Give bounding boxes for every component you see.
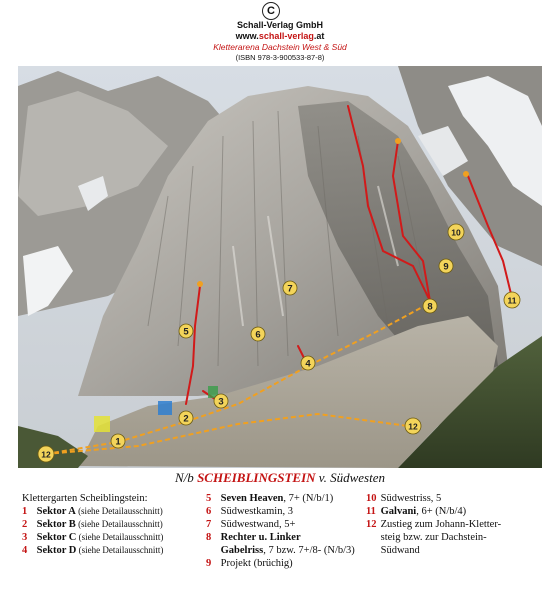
legend-item-route: [206, 518, 355, 531]
legend-item-route: [366, 544, 501, 557]
route-marker-9: [439, 259, 453, 273]
legend-item-sector: [22, 518, 163, 531]
legend-item-desc: steig bzw. zur Dachstein-: [380, 532, 487, 543]
legend-item-number: 1: [22, 506, 28, 517]
legend-item-number: 11: [366, 506, 376, 517]
legend-item-desc: Südwestwand, 5+: [220, 519, 296, 530]
route-marker-3: [214, 394, 228, 408]
legend-item-number: 3: [22, 532, 28, 543]
caption-prefix: N/b: [175, 470, 194, 485]
legend-item-route: [366, 531, 501, 544]
route-marker-1: [111, 434, 125, 448]
legend-item-desc: Zustieg zum Johann-Kletter-: [380, 519, 502, 530]
route-marker-label: 7: [287, 283, 293, 295]
legend-item-name: Sektor C: [36, 532, 77, 543]
legend-item-note: (siehe Detailausschnitt): [75, 506, 163, 516]
legend-item-desc: Projekt (brüchig): [220, 558, 293, 569]
route-marker-label: 4: [305, 358, 311, 370]
legend-item-note: (siehe Detailausschnitt): [76, 532, 164, 542]
legend-heading: Klettergarten Scheiblingstein:: [22, 493, 148, 504]
route-marker-label: 11: [507, 295, 517, 306]
legend-item-number: 7: [206, 519, 212, 530]
legend-item-name: Gabelriss: [220, 545, 264, 556]
legend-item-number: 10: [366, 493, 377, 504]
route-markers: [18, 66, 542, 468]
route-marker-8: [423, 299, 437, 313]
legend-item-number: 8: [206, 532, 212, 543]
legend-item-desc: , 6+ (N/b/4): [416, 506, 467, 517]
legend-item-number: 6: [206, 506, 212, 517]
legend-item-note: (siehe Detailausschnitt): [75, 519, 163, 529]
legend-col-routes-right: [366, 492, 501, 557]
route-marker-label: 10: [451, 227, 461, 238]
route-marker-2: [179, 411, 193, 425]
legend-item-route: [206, 492, 355, 505]
legend-item-route: [206, 544, 355, 557]
legend-item-number: 9: [206, 558, 212, 569]
route-marker-12: [405, 418, 421, 434]
legend-item-name: Galvani: [380, 506, 417, 517]
legend-item-note: (siehe Detailausschnitt): [76, 545, 164, 555]
website-suffix: .at: [313, 31, 325, 41]
legend-item-route: [206, 531, 355, 544]
legend-item-name: Sektor B: [36, 519, 76, 530]
topo-caption: [0, 470, 560, 486]
route-marker-5: [179, 324, 193, 338]
legend-item-desc: Südwestkamin, 3: [220, 506, 293, 517]
legend-item-number: 12: [366, 519, 377, 530]
legend-col-routes: [206, 492, 355, 570]
legend-item-desc: , 7 bzw. 7+/8- (N/b/3): [263, 545, 355, 556]
legend-item-sector: [22, 505, 163, 518]
route-marker-label: 12: [41, 449, 51, 460]
caption-suffix: v. Südwesten: [318, 470, 385, 485]
route-marker-label: 2: [183, 413, 189, 425]
route-marker-label: 9: [443, 261, 449, 273]
legend-item-desc: Südwand: [380, 545, 420, 556]
legend-item-desc: Südwestriss, 5: [380, 493, 442, 504]
book-title: Kletterarena Dachstein West & Süd: [213, 42, 347, 52]
route-marker-label: 3: [218, 396, 224, 408]
route-marker-4: [301, 356, 315, 370]
legend-item-number: 5: [206, 493, 212, 504]
route-marker-label: 12: [408, 421, 418, 432]
legend-item-name: Rechter u. Linker: [220, 532, 301, 543]
route-marker-6: [251, 327, 265, 341]
caption-name: SCHEIBLINGSTEIN: [197, 470, 316, 485]
legend-item-sector: [22, 544, 163, 557]
legend-item-name: Sektor A: [36, 506, 76, 517]
legend-item-route: [366, 518, 501, 531]
legend-item-desc: , 7+ (N/b/1): [283, 493, 334, 504]
legend-item-sector: [22, 531, 163, 544]
route-marker-7: [283, 281, 297, 295]
route-marker-12: [38, 446, 54, 462]
route-marker-11: [504, 292, 520, 308]
website-prefix: www.: [235, 31, 259, 41]
legend-item-route: [366, 492, 501, 505]
legend-item-number: 2: [22, 519, 28, 530]
route-marker-label: 6: [255, 329, 261, 341]
topo-photo: [18, 66, 542, 468]
route-marker-label: 1: [115, 436, 121, 448]
publisher-website[interactable]: [0, 31, 560, 41]
legend-item-name: Seven Heaven: [220, 493, 284, 504]
legend-item-route: [206, 505, 355, 518]
legend-item-name: Sektor D: [36, 545, 77, 556]
legend-item-route: [206, 557, 355, 570]
isbn-text: (ISBN 978-3-900533-87-8): [235, 53, 325, 62]
route-marker-label: 5: [183, 326, 189, 338]
legend-col-sectors: [22, 492, 163, 557]
copyright-icon: C: [262, 2, 280, 20]
route-marker-10: [448, 224, 464, 240]
route-marker-label: 8: [427, 301, 433, 313]
publisher-name: Schall-Verlag GmbH: [236, 20, 324, 30]
legend-item-number: 4: [22, 545, 28, 556]
website-domain: schall-verlag: [258, 31, 314, 41]
legend-item-route: [366, 505, 501, 518]
